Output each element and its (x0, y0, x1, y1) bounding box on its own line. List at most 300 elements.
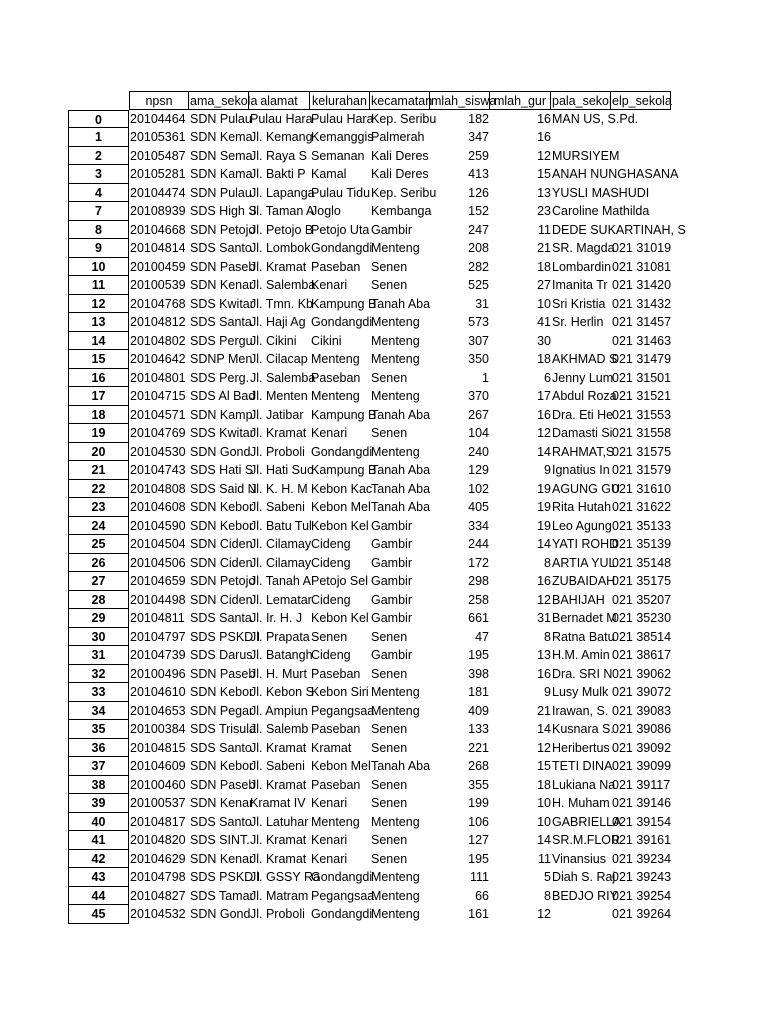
cell-kelurahan[interactable]: Kebon Mel (311, 759, 371, 773)
cell-kecamatan[interactable]: Senen (371, 370, 408, 385)
cell-npsn[interactable]: 20104715 (130, 389, 186, 403)
row-index-cell[interactable]: 45 (68, 905, 129, 924)
cell-npsn[interactable]: 20104797 (130, 629, 186, 644)
cell-npsn[interactable]: 20105487 (130, 148, 186, 163)
cell-nama-sekolah[interactable]: SDN Kama (190, 167, 253, 181)
cell-jumlah-guru[interactable]: 8 (544, 555, 551, 570)
cell-alamat[interactable]: Jl. Jatibar (250, 407, 304, 422)
cell-nama-sekolah[interactable]: SDN Paseb (190, 666, 256, 681)
row-index-cell[interactable]: 27 (68, 572, 129, 591)
cell-alamat[interactable]: Jl. Lapanga (250, 185, 315, 200)
cell-jumlah-siswa[interactable]: 307 (468, 333, 489, 348)
cell-jumlah-guru[interactable]: 9 (544, 685, 551, 699)
cell-telp-sekolah[interactable]: 021 31610 (612, 481, 672, 496)
cell-kelurahan[interactable]: Menteng (311, 352, 360, 366)
cell-telp-sekolah[interactable] (611, 221, 671, 240)
cell-telp-sekolah[interactable]: 021 35148 (612, 555, 672, 570)
cell-nama-sekolah[interactable]: SDS PSKD I (190, 629, 261, 644)
cell-kepala-sekolah[interactable]: Dra. Eti He (552, 407, 614, 422)
cell-nama-sekolah[interactable]: SDS PSKD I (190, 870, 261, 884)
cell-nama-sekolah[interactable]: SDN Ciden (190, 555, 253, 570)
cell-alamat[interactable]: Jl. Lematar (250, 592, 312, 607)
cell-jumlah-guru[interactable]: 12 (537, 592, 551, 607)
cell-kecamatan[interactable]: Tanah Aba (371, 759, 431, 773)
cell-npsn[interactable]: 20104498 (130, 592, 186, 607)
cell-kecamatan[interactable]: Senen (371, 666, 408, 681)
cell-jumlah-siswa[interactable]: 370 (468, 389, 489, 403)
row-index-cell[interactable]: 2 (68, 147, 129, 166)
cell-jumlah-siswa[interactable]: 350 (468, 352, 489, 366)
row-index-cell[interactable]: 28 (68, 591, 129, 610)
cell-jumlah-guru[interactable]: 10 (537, 814, 551, 829)
cell-jumlah-guru[interactable]: 8 (544, 888, 551, 903)
cell-jumlah-siswa[interactable]: 247 (468, 222, 489, 237)
cell-kepala-sekolah[interactable]: MURSIYEM (552, 148, 620, 163)
cell-alamat[interactable]: Jl. Salemba (250, 278, 316, 292)
cell-jumlah-siswa[interactable]: 259 (468, 148, 489, 163)
cell-npsn[interactable]: 20104743 (130, 463, 186, 477)
cell-npsn[interactable]: 20104802 (130, 333, 186, 348)
cell-kelurahan[interactable]: Gondangdi (311, 241, 373, 255)
cell-kelurahan[interactable]: Kenari (311, 851, 348, 866)
cell-kelurahan[interactable]: Petojo Sel (311, 574, 368, 588)
cell-alamat[interactable]: Jl. Proboli (250, 907, 305, 921)
cell-jumlah-guru[interactable]: 12 (537, 148, 551, 163)
cell-nama-sekolah[interactable]: SDS Santo (190, 241, 252, 255)
cell-kecamatan[interactable]: Kep. Seribu (371, 185, 437, 200)
cell-kelurahan[interactable]: Pulau Tidu (311, 185, 371, 200)
cell-jumlah-siswa[interactable]: 298 (468, 574, 489, 588)
cell-nama-sekolah[interactable]: SDN Pulau (190, 185, 252, 200)
cell-npsn[interactable]: 20100384 (130, 722, 186, 736)
row-index-cell[interactable]: 21 (68, 461, 129, 480)
cell-jumlah-siswa[interactable]: 195 (468, 648, 489, 662)
cell-nama-sekolah[interactable]: SDS Santo (190, 740, 252, 755)
row-index-cell[interactable]: 11 (68, 276, 129, 295)
cell-kepala-sekolah[interactable]: Imanita Tr (552, 278, 608, 292)
cell-kecamatan[interactable]: Tanah Aba (371, 463, 431, 477)
row-index-cell[interactable]: 24 (68, 517, 129, 536)
cell-kepala-sekolah[interactable]: Lukiana Na (552, 777, 616, 792)
cell-jumlah-siswa[interactable]: 267 (468, 407, 489, 422)
cell-jumlah-siswa[interactable]: 31 (475, 296, 489, 311)
cell-jumlah-guru[interactable]: 21 (537, 703, 551, 718)
row-index-cell[interactable]: 4 (68, 184, 129, 203)
cell-npsn[interactable]: 20104504 (130, 537, 186, 551)
cell-jumlah-siswa[interactable]: 282 (468, 259, 489, 274)
cell-nama-sekolah[interactable]: SDN Kebor (190, 500, 254, 514)
cell-kepala-sekolah[interactable]: RAHMAT,S (552, 444, 615, 459)
row-index-cell[interactable]: 8 (68, 221, 129, 240)
cell-telp-sekolah[interactable]: 021 31479 (612, 352, 672, 366)
cell-kepala-sekolah[interactable]: H. Muham (552, 796, 610, 810)
cell-kepala-sekolah[interactable]: Ignatius In (552, 463, 610, 477)
row-index-cell[interactable]: 25 (68, 535, 129, 554)
cell-jumlah-guru[interactable]: 30 (537, 333, 551, 348)
cell-jumlah-guru[interactable]: 18 (537, 352, 551, 366)
cell-alamat[interactable]: Jl. Petojo B (250, 222, 314, 237)
cell-alamat[interactable]: Jl. Cilacap (250, 352, 308, 366)
cell-kepala-sekolah[interactable]: Heribertus (552, 740, 610, 755)
cell-kecamatan[interactable]: Gambir (371, 518, 412, 533)
row-index-cell[interactable]: 35 (68, 720, 129, 739)
cell-npsn[interactable]: 20104609 (130, 759, 186, 773)
cell-kepala-sekolah[interactable]: ARTIA YUL (552, 555, 616, 570)
cell-kelurahan[interactable]: Gondangdi (311, 444, 373, 459)
cell-telp-sekolah[interactable]: 021 38514 (612, 629, 672, 644)
cell-jumlah-guru[interactable]: 12 (537, 907, 551, 921)
cell-nama-sekolah[interactable]: SDS Kwitar (190, 296, 254, 311)
cell-jumlah-guru[interactable]: 15 (537, 759, 551, 773)
cell-npsn[interactable]: 20104668 (130, 222, 186, 237)
cell-kecamatan[interactable]: Tanah Aba (371, 407, 431, 422)
cell-alamat[interactable]: Jl. Ir. H. J (250, 611, 303, 625)
cell-alamat[interactable]: Jl. Cikini (250, 333, 297, 348)
cell-jumlah-guru[interactable]: 18 (537, 777, 551, 792)
cell-npsn[interactable]: 20105281 (130, 167, 186, 181)
cell-kelurahan[interactable]: Menteng (311, 814, 360, 829)
cell-telp-sekolah[interactable]: 021 31463 (612, 333, 672, 348)
cell-jumlah-siswa[interactable]: 268 (468, 759, 489, 773)
cell-kepala-sekolah[interactable]: YUSLI MASHUDI (552, 185, 650, 200)
cell-jumlah-siswa[interactable]: 240 (468, 444, 489, 459)
cell-kecamatan[interactable]: Senen (371, 777, 408, 792)
cell-nama-sekolah[interactable]: SDN Paseb (190, 259, 256, 274)
cell-telp-sekolah[interactable] (611, 110, 671, 129)
cell-jumlah-siswa[interactable]: 409 (468, 703, 489, 718)
cell-nama-sekolah[interactable]: SDS Santa (190, 611, 252, 625)
cell-kepala-sekolah[interactable]: Dra. SRI N (552, 666, 613, 681)
cell-kelurahan[interactable]: Pegangsaa (311, 888, 375, 903)
cell-telp-sekolah[interactable]: 021 39092 (612, 740, 672, 755)
cell-alamat[interactable]: Jl. Kramat (250, 777, 307, 792)
row-index-cell[interactable]: 17 (68, 387, 129, 406)
row-index-cell[interactable]: 30 (68, 628, 129, 647)
cell-jumlah-guru[interactable]: 21 (537, 241, 551, 255)
row-index-cell[interactable]: 20 (68, 443, 129, 462)
cell-telp-sekolah[interactable]: 021 35139 (612, 537, 672, 551)
cell-alamat[interactable]: Jl. Batu Tul (250, 518, 312, 533)
cell-telp-sekolah[interactable]: 021 39234 (612, 851, 672, 866)
cell-kecamatan[interactable]: Palmerah (371, 130, 425, 144)
cell-kelurahan[interactable]: Senen (311, 629, 348, 644)
cell-telp-sekolah[interactable]: 021 38617 (612, 648, 672, 662)
cell-kepala-sekolah[interactable]: Damasti Si (552, 426, 613, 440)
cell-jumlah-guru[interactable]: 10 (537, 796, 551, 810)
cell-kepala-sekolah[interactable]: GABRIELLA (552, 814, 622, 829)
cell-alamat[interactable]: Jl. Proboli (250, 444, 305, 459)
cell-jumlah-guru[interactable]: 11 (538, 222, 551, 237)
cell-alamat[interactable]: Jl. Cilamay (250, 555, 312, 570)
cell-alamat[interactable]: Jl. Batangh (250, 648, 313, 662)
cell-npsn[interactable]: 20104768 (130, 296, 186, 311)
cell-npsn[interactable]: 20104590 (130, 518, 186, 533)
cell-jumlah-guru[interactable]: 18 (537, 259, 551, 274)
cell-kepala-sekolah[interactable]: DEDE SUKARTINAH, S (552, 222, 686, 237)
cell-alamat[interactable]: Jl. Menten (250, 389, 308, 403)
row-index-cell[interactable]: 31 (68, 646, 129, 665)
cell-jumlah-siswa[interactable]: 208 (468, 241, 489, 255)
row-index-cell[interactable]: 10 (68, 258, 129, 277)
cell-telp-sekolah[interactable]: 021 39161 (612, 833, 672, 847)
cell-kepala-sekolah[interactable]: BAHIJAH (552, 592, 605, 607)
cell-jumlah-siswa[interactable]: 104 (468, 426, 489, 440)
cell-jumlah-guru[interactable]: 19 (537, 500, 551, 514)
row-index-cell[interactable]: 41 (68, 831, 129, 850)
cell-kelurahan[interactable]: Kramat (311, 740, 352, 755)
cell-kepala-sekolah[interactable]: SR.M.FLOR (552, 833, 621, 847)
header-cell-telp-sekolah[interactable]: elp_sekola (611, 91, 671, 110)
cell-kepala-sekolah[interactable]: Rita Hutah (552, 500, 612, 514)
cell-jumlah-guru[interactable]: 14 (537, 722, 551, 736)
cell-jumlah-siswa[interactable]: 221 (468, 740, 489, 755)
cell-kelurahan[interactable]: Paseban (311, 259, 361, 274)
cell-kecamatan[interactable]: Gambir (371, 222, 412, 237)
cell-kelurahan[interactable]: Kemanggis (311, 130, 374, 144)
row-index-cell[interactable]: 16 (68, 369, 129, 388)
cell-npsn[interactable]: 20104739 (130, 648, 186, 662)
cell-telp-sekolah[interactable]: 021 35230 (612, 611, 672, 625)
cell-telp-sekolah[interactable]: 021 39062 (612, 666, 672, 681)
cell-nama-sekolah[interactable]: SDS Tamar (190, 888, 254, 903)
cell-kecamatan[interactable]: Senen (371, 740, 408, 755)
cell-jumlah-guru[interactable]: 31 (537, 611, 551, 625)
cell-kelurahan[interactable]: Gondangdi (311, 870, 373, 884)
cell-kecamatan[interactable]: Senen (371, 259, 408, 274)
cell-kelurahan[interactable]: Cikini (311, 333, 342, 348)
cell-kelurahan[interactable]: Cideng (311, 555, 351, 570)
cell-kecamatan[interactable]: Senen (371, 722, 408, 736)
cell-kelurahan[interactable]: Cideng (311, 592, 351, 607)
cell-npsn[interactable]: 20100539 (130, 278, 186, 292)
cell-npsn[interactable]: 20100537 (130, 796, 186, 810)
cell-telp-sekolah[interactable]: 021 39264 (612, 907, 672, 921)
cell-nama-sekolah[interactable]: SDN Kebor (190, 759, 254, 773)
cell-kelurahan[interactable]: Petojo Uta (311, 222, 370, 237)
cell-telp-sekolah[interactable] (611, 128, 671, 147)
row-index-cell[interactable]: 19 (68, 424, 129, 443)
cell-alamat[interactable]: Jl. Salemba (250, 370, 316, 385)
cell-kelurahan[interactable]: Kampung B (311, 407, 377, 422)
cell-nama-sekolah[interactable]: SDN Kamp (190, 407, 253, 422)
cell-alamat[interactable]: Jl. Raya S (250, 148, 307, 163)
cell-jumlah-siswa[interactable]: 161 (468, 907, 489, 921)
cell-nama-sekolah[interactable]: SDN Kenar (190, 851, 254, 866)
cell-telp-sekolah[interactable]: 021 39117 (612, 777, 671, 792)
row-index-cell[interactable]: 32 (68, 665, 129, 684)
cell-kepala-sekolah[interactable]: Lusy Mulk (552, 685, 609, 699)
cell-kelurahan[interactable]: Gondangdi (311, 315, 373, 329)
cell-kecamatan[interactable]: Menteng (371, 352, 420, 366)
cell-kecamatan[interactable]: Senen (371, 629, 408, 644)
header-cell-kepala-sekolah[interactable]: pala_sekol (551, 91, 611, 110)
cell-kelurahan[interactable]: Kenari (311, 426, 348, 440)
cell-kelurahan[interactable]: Kamal (311, 167, 347, 181)
cell-kepala-sekolah[interactable]: Lombardin (552, 259, 612, 274)
cell-kelurahan[interactable]: Paseban (311, 722, 361, 736)
cell-jumlah-siswa[interactable]: 1 (482, 370, 489, 385)
cell-alamat[interactable]: Jl. Tmn. Kb (250, 296, 313, 311)
cell-nama-sekolah[interactable]: SDS Santo (190, 814, 252, 829)
cell-telp-sekolah[interactable] (611, 184, 671, 203)
cell-jumlah-guru[interactable]: 19 (537, 518, 551, 533)
row-index-cell[interactable]: 43 (68, 868, 129, 887)
cell-telp-sekolah[interactable]: 021 31432 (612, 296, 672, 311)
cell-kelurahan[interactable]: Kebon Kac (311, 481, 373, 496)
cell-telp-sekolah[interactable]: 021 31081 (612, 259, 672, 274)
cell-kecamatan[interactable]: Menteng (371, 685, 420, 699)
cell-kelurahan[interactable]: Kebon Kel (311, 518, 369, 533)
cell-kepala-sekolah[interactable]: Abdul Roza (552, 389, 617, 403)
cell-kecamatan[interactable]: Menteng (371, 315, 420, 329)
cell-alamat[interactable]: Jl. Sabeni (250, 500, 305, 514)
cell-kelurahan[interactable]: Paseban (311, 777, 361, 792)
cell-alamat[interactable]: Jl. Kebon S (250, 685, 314, 699)
cell-npsn[interactable]: 20104474 (130, 185, 186, 200)
row-index-cell[interactable]: 37 (68, 757, 129, 776)
cell-jumlah-siswa[interactable]: 199 (468, 796, 489, 810)
cell-telp-sekolah[interactable]: 021 35175 (612, 574, 672, 588)
cell-jumlah-siswa[interactable]: 258 (468, 592, 489, 607)
cell-jumlah-guru[interactable]: 9 (544, 463, 551, 477)
cell-jumlah-guru[interactable]: 15 (537, 167, 551, 181)
cell-kepala-sekolah[interactable]: Jenny Lum (552, 370, 614, 385)
cell-telp-sekolah[interactable] (611, 147, 671, 166)
cell-nama-sekolah[interactable]: SDN Kebor (190, 685, 254, 699)
cell-jumlah-siswa[interactable]: 172 (468, 555, 489, 570)
cell-alamat[interactable]: Jl. Haji Ag (250, 315, 306, 329)
cell-telp-sekolah[interactable]: 021 31420 (612, 278, 672, 292)
cell-jumlah-siswa[interactable]: 111 (469, 870, 489, 884)
header-cell-alamat[interactable]: alamat (249, 91, 310, 110)
cell-alamat[interactable]: Jl. Kramat (250, 259, 307, 274)
cell-nama-sekolah[interactable]: SDS SINT. (190, 833, 250, 847)
cell-jumlah-guru[interactable]: 13 (537, 648, 551, 662)
cell-jumlah-siswa[interactable]: 195 (468, 851, 489, 866)
cell-jumlah-siswa[interactable]: 126 (468, 185, 489, 200)
cell-nama-sekolah[interactable]: SDN Kebor (190, 518, 254, 533)
cell-alamat[interactable]: Jl. Kramat (250, 426, 307, 440)
cell-kecamatan[interactable]: Kali Deres (371, 167, 429, 181)
cell-kepala-sekolah[interactable]: BEDJO RIY (552, 888, 618, 903)
cell-jumlah-guru[interactable]: 12 (537, 426, 551, 440)
row-index-cell[interactable]: 44 (68, 887, 129, 906)
cell-alamat[interactable]: Jl. GSSY Ra (250, 870, 320, 884)
row-index-cell[interactable]: 14 (68, 332, 129, 351)
cell-kelurahan[interactable]: Semanan (311, 148, 365, 163)
cell-npsn[interactable]: 20104811 (130, 611, 185, 625)
cell-kelurahan[interactable]: Gondangdi (311, 907, 373, 921)
cell-kecamatan[interactable]: Senen (371, 851, 408, 866)
cell-alamat[interactable]: Jl. K. H. M (250, 481, 308, 496)
cell-npsn[interactable]: 20104659 (130, 574, 186, 588)
cell-jumlah-guru[interactable]: 12 (537, 740, 551, 755)
cell-nama-sekolah[interactable]: SDS Darus (190, 648, 253, 662)
cell-jumlah-siswa[interactable]: 129 (468, 463, 489, 477)
header-cell-jumlah-guru[interactable]: mlah_gur (490, 91, 551, 110)
cell-kelurahan[interactable]: Kebon Siri (311, 685, 369, 699)
cell-kepala-sekolah[interactable] (551, 332, 611, 351)
row-index-cell[interactable]: 33 (68, 683, 129, 702)
cell-kelurahan[interactable]: Cideng (311, 537, 351, 551)
cell-nama-sekolah[interactable]: SDS High S (190, 204, 257, 218)
cell-kepala-sekolah[interactable]: Leo Agung (552, 518, 612, 533)
cell-npsn[interactable]: 20104642 (130, 352, 186, 366)
cell-kepala-sekolah[interactable]: H.M. Amin (552, 648, 610, 662)
cell-kecamatan[interactable]: Gambir (371, 537, 412, 551)
cell-telp-sekolah[interactable]: 021 31457 (612, 315, 672, 329)
cell-jumlah-guru[interactable]: 16 (537, 574, 551, 588)
cell-kepala-sekolah[interactable]: Diah S. Raj (552, 870, 616, 884)
cell-npsn[interactable]: 20104814 (130, 241, 186, 255)
cell-kepala-sekolah[interactable]: Ratna Batu (552, 629, 615, 644)
cell-npsn[interactable]: 20104820 (130, 833, 186, 847)
cell-nama-sekolah[interactable]: SDN Pegar (190, 703, 254, 718)
cell-kecamatan[interactable]: Senen (371, 796, 408, 810)
cell-kecamatan[interactable]: Kembanga (371, 204, 432, 218)
cell-jumlah-siswa[interactable]: 413 (468, 167, 489, 181)
cell-kecamatan[interactable]: Menteng (371, 241, 420, 255)
header-cell-kelurahan[interactable]: kelurahan (310, 91, 370, 110)
cell-telp-sekolah[interactable]: 021 31019 (612, 241, 672, 255)
row-index-cell[interactable]: 13 (68, 313, 129, 332)
cell-kecamatan[interactable]: Gambir (371, 611, 412, 625)
cell-npsn[interactable]: 20104808 (130, 481, 186, 496)
cell-kecamatan[interactable]: Menteng (371, 814, 420, 829)
cell-kelurahan[interactable]: Pulau Hara (311, 111, 374, 126)
cell-kepala-sekolah[interactable]: Kusnara S. (552, 722, 614, 736)
cell-npsn[interactable]: 20108939 (130, 204, 186, 218)
cell-jumlah-siswa[interactable]: 181 (468, 685, 489, 699)
cell-telp-sekolah[interactable]: 021 31521 (612, 389, 672, 403)
row-index-cell[interactable]: 1 (68, 128, 129, 147)
cell-npsn[interactable]: 20104629 (130, 851, 186, 866)
cell-npsn[interactable]: 20104610 (130, 685, 186, 699)
row-index-cell[interactable]: 3 (68, 165, 129, 184)
cell-nama-sekolah[interactable]: SDS Al Bad (190, 389, 256, 403)
cell-kecamatan[interactable]: Gambir (371, 648, 412, 662)
cell-kelurahan[interactable]: Paseban (311, 370, 361, 385)
cell-kepala-sekolah[interactable]: MAN US, S.Pd. (552, 111, 639, 126)
cell-kecamatan[interactable]: Menteng (371, 907, 420, 921)
cell-alamat[interactable]: Jl. Kramat (250, 740, 307, 755)
cell-kepala-sekolah[interactable]: TETI DINA (552, 759, 613, 773)
cell-nama-sekolah[interactable]: SDN Kema (190, 130, 253, 144)
cell-alamat[interactable]: Kramat IV (250, 796, 306, 810)
cell-telp-sekolah[interactable]: 021 35207 (612, 592, 672, 607)
cell-jumlah-siswa[interactable]: 66 (475, 888, 489, 903)
cell-nama-sekolah[interactable]: SDS Trisula (190, 722, 256, 736)
cell-kepala-sekolah[interactable]: Sr. Herlin (552, 315, 604, 329)
cell-kecamatan[interactable]: Gambir (371, 574, 412, 588)
cell-nama-sekolah[interactable]: SDN Gond (190, 444, 251, 459)
cell-kecamatan[interactable]: Tanah Aba (371, 481, 431, 496)
cell-kecamatan[interactable]: Gambir (371, 555, 412, 570)
cell-npsn[interactable]: 20100460 (130, 777, 186, 792)
cell-jumlah-siswa[interactable]: 347 (468, 130, 489, 144)
header-cell-kecamatan[interactable]: kecamatan (370, 91, 430, 110)
cell-kelurahan[interactable]: Joglo (311, 204, 341, 218)
cell-npsn[interactable]: 20104812 (130, 315, 186, 329)
cell-jumlah-siswa[interactable]: 47 (475, 629, 489, 644)
cell-telp-sekolah[interactable]: 021 39086 (612, 722, 672, 736)
cell-npsn[interactable]: 20104608 (130, 500, 186, 514)
cell-nama-sekolah[interactable]: SDS Pergu (190, 333, 253, 348)
cell-kelurahan[interactable]: Kampung B (311, 296, 377, 311)
cell-kelurahan[interactable]: Menteng (311, 389, 360, 403)
cell-nama-sekolah[interactable]: SDN Ciden (190, 592, 253, 607)
cell-alamat[interactable]: Pulau Hara (250, 111, 313, 126)
